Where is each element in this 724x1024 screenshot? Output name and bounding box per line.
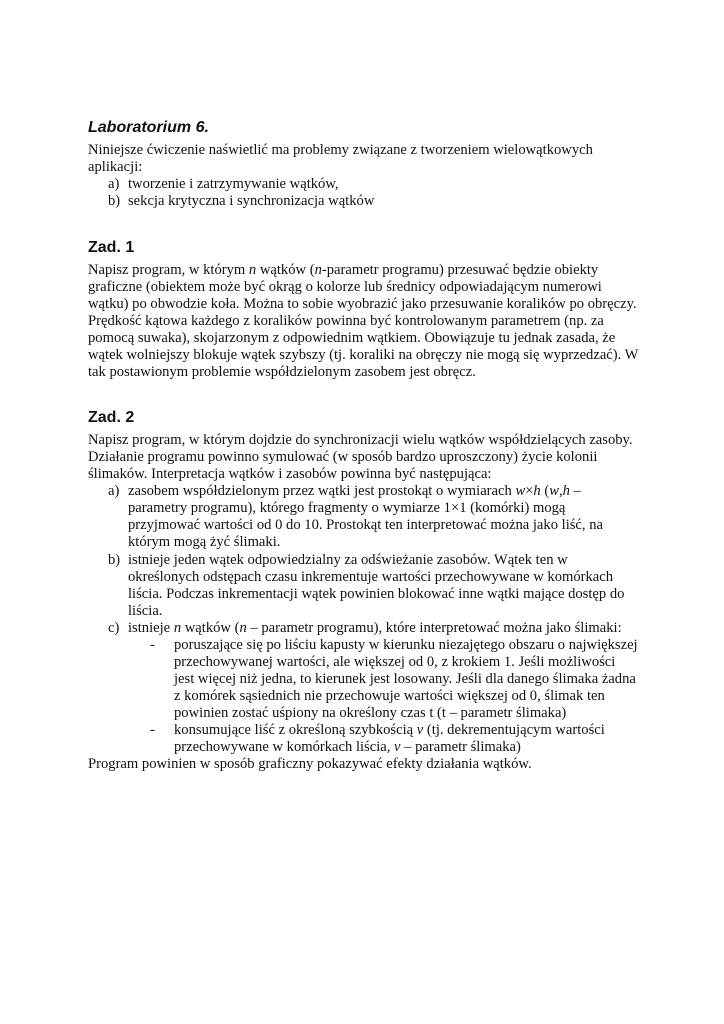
list-item-text: tworzenie i zatrzymywanie wątków,: [128, 176, 339, 192]
item-line: którym mogą żyć ślimaki.: [128, 534, 281, 550]
lab-intro: [88, 142, 648, 176]
subitem-text: [174, 637, 638, 722]
subitem-line: konsumujące liść z określoną szybkością v (tj. dekrementującym wartości: [174, 722, 605, 738]
subitem-line: powinien zostać uśpiony na określony czas t (t – parametr ślimaka): [174, 705, 567, 721]
zad1-line: wątek wolniejszy blokuje wątek szybszy (tj. koraliki na obręczy nie mogą się wyprzedzać). W: [88, 347, 639, 363]
zad1-line: graficzne (obiektem może być okrąg o kolorze lub średnicy odpowiadającym numerowi: [88, 279, 602, 295]
zad2-intro-line: ślimaków. Interpretacja wątków i zasobów powinna być następująca:: [88, 466, 492, 482]
lab-title: Laboratorium 6.: [88, 119, 209, 136]
dash-marker: -: [150, 722, 155, 738]
list-marker: b): [108, 193, 121, 209]
zad1-line: tak postawionym problemie współdzielonym zasobem jest obręcz.: [88, 364, 476, 380]
item-line: istnieje jeden wątek odpowiedzialny za odświeżanie zasobów. Wątek ten w: [128, 552, 568, 568]
item-line: określonych odstępach czasu inkrementuje wartości przechowywane w komórkach: [128, 569, 614, 585]
zad2-intro-line: Działanie programu powinno symulować (w sposób bardzo uproszczony) życie kolonii: [88, 449, 598, 465]
subitem-text: [174, 722, 605, 756]
closing-line: Program powinien w sposób graficzny pokazywać efekty działania wątków.: [88, 756, 532, 772]
zad1-line: Napisz program, w którym n wątków (n-parametr programu) przesuwać będzie obiekty: [88, 262, 599, 278]
item-line: liścia. Podczas inkrementacji wątek powinien blokować inne wątki mające dostęp do: [128, 586, 625, 602]
list-marker: a): [108, 176, 120, 192]
list-item-text: [128, 552, 624, 620]
list-marker: a): [108, 483, 120, 499]
zad2-intro-line: Napisz program, w którym dojdzie do synchronizacji wielu wątków współdzielących zasoby.: [88, 432, 633, 448]
subitem-line: poruszające się po liściu kapusty w kierunku niezajętego obszaru o największej: [174, 637, 638, 653]
item-line: istnieje n wątków (n – parametr programu), które interpretować można jako ślimaki:: [128, 620, 622, 636]
dash-marker: -: [150, 637, 155, 653]
zad2-intro: [88, 432, 648, 483]
list-marker: c): [108, 620, 120, 636]
item-line: parametry programu), którego fragmenty o wymiarze 1×1 (komórki) mogą: [128, 500, 566, 516]
zad2-title: Zad. 2: [88, 409, 135, 426]
zad1-line: Prędkość kątowa każdego z koralików powinna być kontrolowanym parametrem (np. za: [88, 313, 604, 329]
item-line: liścia.: [128, 603, 163, 619]
item-line: przyjmować wartości od 0 do 10. Prostokąt ten interpretować można jako liść, na: [128, 517, 603, 533]
subitem-line: przechowywane w komórkach liścia, v – parametr ślimaka): [174, 739, 521, 755]
zad1-line: wątku) po obwodzie koła. Można to sobie wyobrazić jako przesuwanie koralików po obręczy.: [88, 296, 637, 312]
subitem-line: przechowywanej wartości, ale większej od 0, z krokiem 1. Jeśli możliwości: [174, 654, 616, 670]
lab-intro-line: aplikacji:: [88, 159, 143, 175]
lab-intro-line: Niniejsze ćwiczenie naświetlić ma problemy związane z tworzeniem wielowątkowych: [88, 142, 593, 158]
list-item-text: [128, 483, 603, 551]
subitem-line: z komórek sąsiednich nie przechowuje wartości większej od 0, ślimak ten: [174, 688, 605, 704]
list-item-text: [128, 620, 622, 637]
item-line: zasobem współdzielonym przez wątki jest prostokąt o wymiarach w×h (w,h –: [128, 483, 581, 499]
list-item-text: sekcja krytyczna i synchronizacja wątków: [128, 193, 375, 209]
zad2-closing: [88, 756, 648, 773]
subitem-line: jest więcej niż jedna, to kierunek jest losowany. Jeśli dla danego ślimaka żadna: [174, 671, 636, 687]
zad1-paragraph: [88, 262, 648, 381]
zad1-title: Zad. 1: [88, 239, 135, 256]
list-marker: b): [108, 552, 121, 568]
zad1-line: pomocą suwaka), skojarzonym z odpowiednim wątkiem. Obowiązuje tu jednak zasada, że: [88, 330, 616, 346]
